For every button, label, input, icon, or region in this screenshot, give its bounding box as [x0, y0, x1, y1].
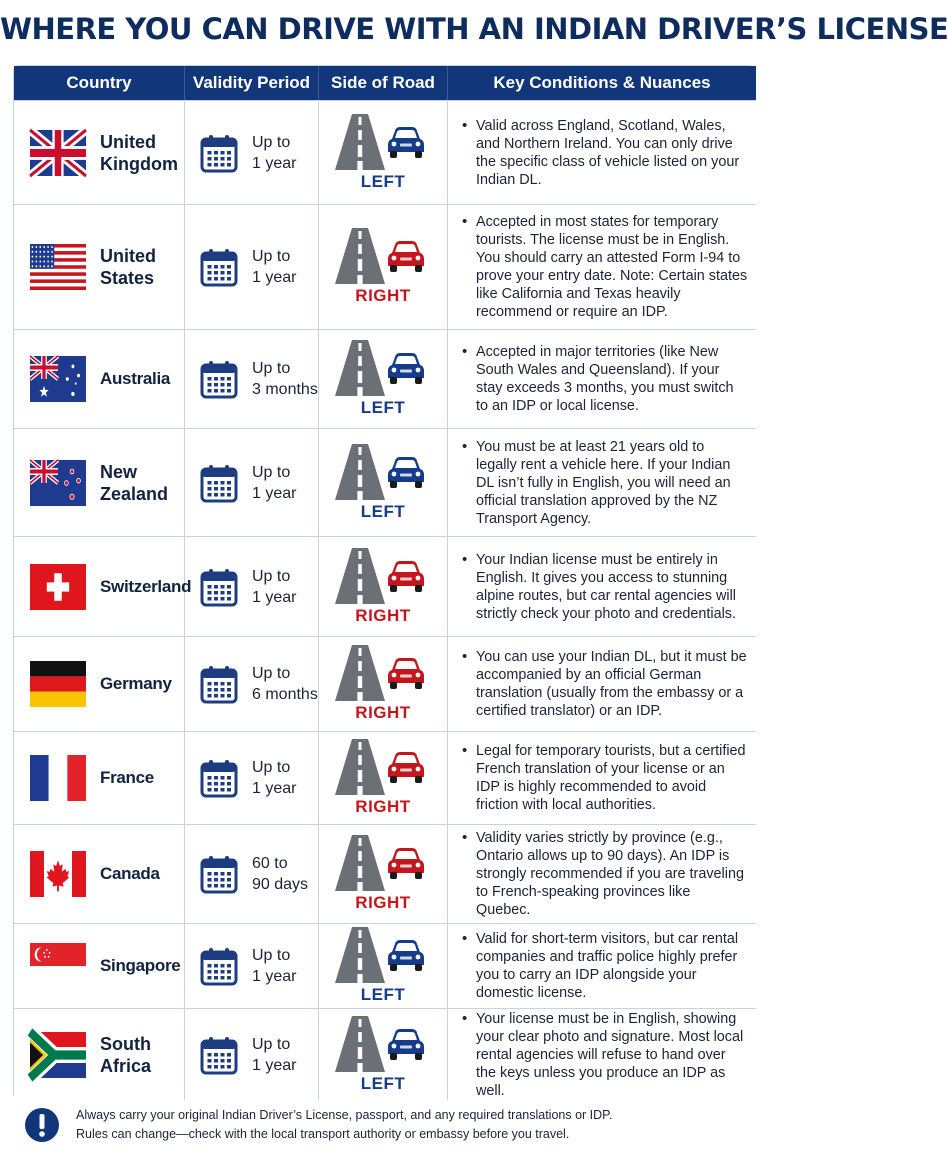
- validity-text: [252, 566, 296, 608]
- side-of-road-cell: [319, 1009, 448, 1100]
- validity-cell: [185, 732, 319, 824]
- road-graphic: [335, 548, 425, 604]
- condition-item: [462, 829, 748, 919]
- country-name: [100, 576, 191, 598]
- country-cell: [14, 537, 192, 636]
- validity-line: Up to: [252, 759, 291, 776]
- calendar-icon: [200, 758, 238, 798]
- condition-item: [462, 438, 748, 528]
- road-icon: [335, 114, 385, 170]
- road-graphic: [335, 927, 425, 983]
- condition-text: Your Indian license must be entirely in English. It gives you access to stunning alpine routes, but car rental agencies will strictly check your photo and credentials.: [476, 551, 736, 622]
- new-zealand-flag: [30, 460, 86, 506]
- validity-text: [252, 663, 318, 705]
- validity-text: [252, 853, 308, 895]
- table-row: [14, 329, 756, 428]
- footer-line-2: Rules can change—check with the local transport authority or embassy before you travel.: [76, 1127, 570, 1141]
- condition-text: Accepted in most states for temporary tourists. The license must be in English. You should carry an attested Form I-94 to prove your entry date. Note: Certain states like California and Texas heavily recommend or require an IDP.: [476, 214, 748, 320]
- country-name-line: United: [100, 131, 156, 152]
- country-name: [100, 245, 156, 289]
- condition-text: Valid for short-term visitors, but car rental companies and traffic police highly prefer you to carry an IDP alongside your domestic license.: [476, 931, 739, 1001]
- header-country: Country: [14, 66, 185, 100]
- condition-text: You can use your Indian DL, but it must be accompanied by an official German translation (usually from the embassy or a certified translator) or an IDP.: [476, 649, 747, 719]
- validity-text: [252, 757, 296, 799]
- country-name-line: Germany: [100, 674, 172, 693]
- country-name-line: Africa: [100, 1055, 152, 1076]
- side-of-road-cell: [319, 732, 448, 824]
- road-icon: [335, 645, 385, 701]
- conditions-cell: [448, 205, 756, 329]
- bullet-icon: •: [462, 550, 468, 568]
- road-icon: [335, 927, 385, 983]
- car-icon: [387, 351, 425, 385]
- country-name-line: United: [100, 246, 156, 266]
- validity-text: [252, 945, 296, 987]
- car-icon: [387, 846, 425, 880]
- calendar-icon: [200, 463, 238, 503]
- side-label: LEFT: [360, 398, 406, 417]
- conditions-cell: [448, 1009, 756, 1100]
- condition-item: [462, 343, 748, 415]
- condition-text: Valid across England, Scotland, Wales, and Northern Ireland. You can only drive the specific class of vehicle listed on your Indian DL.: [476, 117, 740, 188]
- table-row: [14, 204, 756, 329]
- calendar-icon: [200, 247, 238, 287]
- country-cell: [14, 825, 185, 923]
- condition-item: [462, 648, 748, 720]
- side-of-road-cell: [319, 205, 448, 329]
- validity-cell: [185, 429, 319, 536]
- validity-line: 1 year: [252, 154, 297, 172]
- validity-cell: [185, 330, 319, 428]
- validity-cell: [185, 637, 319, 731]
- validity-line: 1 year: [252, 1056, 297, 1074]
- car-icon: [387, 1027, 425, 1061]
- canada-flag: [30, 851, 86, 897]
- car-icon: [387, 750, 425, 784]
- car-icon: [387, 455, 425, 489]
- condition-text: Accepted in major territories (like New South Wales and Queensland). If your stay exceeds 3 months, you must switch to an IDP or local license.: [476, 344, 734, 414]
- side-of-road-cell: [319, 924, 448, 1008]
- table-row: [14, 824, 756, 923]
- calendar-icon: [200, 567, 238, 607]
- validity-line: Up to: [252, 463, 291, 481]
- condition-item: [462, 1010, 748, 1100]
- country-name-line: States: [100, 268, 155, 288]
- country-name: [100, 673, 172, 695]
- road-icon: [335, 548, 385, 604]
- validity-cell: [185, 205, 319, 329]
- side-of-road-cell: [319, 637, 448, 731]
- country-name: [100, 368, 170, 390]
- singapore-flag: [30, 943, 86, 989]
- table-row: [14, 428, 756, 536]
- table-row: [14, 923, 756, 1008]
- country-cell: [14, 429, 185, 536]
- road-icon: [335, 444, 385, 500]
- car-icon: [387, 656, 425, 690]
- header-side-of-road: Side of Road: [319, 66, 448, 100]
- germany-flag: [30, 661, 86, 707]
- calendar-icon: [200, 664, 238, 704]
- validity-cell: [185, 1009, 319, 1100]
- road-graphic: [335, 739, 425, 795]
- road-icon: [335, 340, 385, 396]
- validity-cell: [185, 537, 319, 636]
- country-name-line: France: [100, 768, 154, 787]
- validity-cell: [185, 825, 319, 923]
- conditions-cell: [448, 825, 756, 923]
- table-row: [14, 536, 756, 636]
- side-label: RIGHT: [355, 797, 411, 816]
- side-label: RIGHT: [355, 703, 411, 722]
- validity-line: 1 year: [252, 968, 297, 985]
- footer-text: [76, 1106, 612, 1144]
- country-name: [100, 863, 160, 885]
- side-label: LEFT: [360, 501, 406, 521]
- country-name-line: Switzerland: [100, 576, 192, 596]
- validity-line: 3 months: [252, 381, 318, 398]
- conditions-cell: [448, 330, 756, 428]
- table-row: [14, 731, 756, 824]
- bullet-icon: •: [462, 829, 468, 846]
- australia-flag: [30, 356, 86, 402]
- country-name: [100, 461, 168, 505]
- road-icon: [335, 1016, 385, 1072]
- condition-text: Your license must be in English, showing your clear photo and signature. Most local rental agencies will refuse to hand over the keys unless you produce an IDP as well.: [476, 1010, 744, 1099]
- condition-item: [462, 117, 748, 189]
- page-title: WHERE YOU CAN DRIVE WITH AN INDIAN DRIVER’S LICENSE: [0, 12, 948, 46]
- side-of-road-cell: [319, 330, 448, 428]
- side-of-road-cell: [319, 825, 448, 923]
- condition-item: [462, 213, 748, 321]
- uk-flag: [30, 130, 86, 176]
- calendar-icon: [200, 359, 238, 399]
- us-flag: [30, 244, 86, 290]
- validity-line: Up to: [252, 133, 291, 151]
- side-label: LEFT: [360, 1073, 406, 1093]
- validity-line: 1 year: [252, 484, 297, 502]
- table-row: [14, 1008, 756, 1100]
- bullet-icon: •: [462, 213, 468, 230]
- switzerland-flag: [30, 564, 86, 610]
- country-cell: [14, 330, 185, 428]
- info-icon: [24, 1107, 60, 1143]
- country-name-line: Zealand: [100, 483, 169, 504]
- country-cell: [14, 205, 185, 329]
- road-icon: [335, 835, 385, 891]
- car-icon: [387, 239, 425, 273]
- road-graphic: [335, 444, 425, 500]
- validity-cell: [185, 101, 319, 204]
- condition-item: [462, 930, 748, 1002]
- bullet-icon: •: [462, 116, 468, 134]
- validity-text: [252, 132, 296, 174]
- side-label: RIGHT: [355, 605, 411, 625]
- conditions-cell: [448, 924, 756, 1008]
- country-cell: [14, 637, 185, 731]
- side-label: RIGHT: [355, 893, 411, 912]
- validity-cell: [185, 924, 319, 1008]
- validity-line: 1 year: [252, 269, 297, 286]
- side-label: LEFT: [360, 985, 406, 1004]
- country-name-line: Kingdom: [100, 153, 178, 174]
- country-name: [100, 767, 154, 789]
- side-label: LEFT: [360, 171, 406, 191]
- conditions-cell: [448, 537, 756, 636]
- condition-item: [462, 551, 748, 623]
- bullet-icon: •: [462, 343, 468, 360]
- validity-line: 6 months: [252, 686, 318, 703]
- car-icon: [387, 938, 425, 972]
- validity-text: [252, 246, 296, 288]
- country-name-line: New: [100, 461, 138, 482]
- country-name: [100, 1033, 151, 1077]
- calendar-icon: [200, 946, 238, 986]
- validity-line: 1 year: [252, 780, 297, 797]
- conditions-cell: [448, 101, 756, 204]
- country-name: [100, 131, 178, 175]
- footer-line-1: Always carry your original Indian Driver’s License, passport, and any required translations or IDP.: [76, 1108, 613, 1122]
- validity-line: Up to: [252, 360, 291, 377]
- road-graphic: [335, 228, 425, 284]
- conditions-cell: [448, 637, 756, 731]
- france-flag: [30, 755, 86, 801]
- car-icon: [387, 125, 425, 159]
- validity-text: [252, 1034, 296, 1076]
- country-name-line: South: [100, 1033, 151, 1054]
- bullet-icon: •: [462, 1009, 468, 1027]
- table-row: [14, 100, 756, 204]
- condition-item: [462, 742, 748, 814]
- validity-line: Up to: [252, 248, 291, 265]
- condition-text: You must be at least 21 years old to legally rent a vehicle here. If your Indian DL isn’t fully in English, you will need an official translation approved by the NZ Transport Agency.: [476, 438, 731, 527]
- road-icon: [335, 228, 385, 284]
- road-graphic: [335, 340, 425, 396]
- conditions-cell: [448, 732, 756, 824]
- validity-line: Up to: [252, 665, 291, 682]
- road-graphic: [335, 114, 425, 170]
- bullet-icon: •: [462, 648, 468, 665]
- side-label: RIGHT: [355, 286, 411, 305]
- bullet-icon: •: [462, 930, 468, 947]
- country-name-line: Canada: [100, 864, 160, 883]
- validity-line: 60 to: [252, 855, 288, 872]
- conditions-cell: [448, 429, 756, 536]
- validity-line: Up to: [252, 567, 291, 585]
- validity-line: 1 year: [252, 588, 297, 606]
- country-cell: [14, 732, 185, 824]
- table-header: [14, 66, 756, 100]
- road-icon: [335, 739, 385, 795]
- header-validity: Validity Period: [185, 66, 319, 100]
- side-of-road-cell: [319, 429, 448, 536]
- bullet-icon: •: [462, 742, 468, 759]
- side-of-road-cell: [319, 101, 448, 204]
- country-cell: [14, 1009, 185, 1100]
- footer-note: [24, 1103, 754, 1147]
- license-table: [13, 65, 755, 1099]
- country-cell: [14, 924, 185, 1008]
- validity-line: Up to: [252, 1035, 291, 1053]
- country-name-line: Australia: [100, 369, 171, 388]
- calendar-icon: [200, 133, 238, 173]
- condition-text: Legal for temporary tourists, but a certified French translation of your license or an IDP is highly recommended to avoid friction with local authorities.: [476, 743, 746, 813]
- road-graphic: [335, 835, 425, 891]
- header-conditions: Key Conditions & Nuances: [493, 73, 711, 92]
- road-graphic: [335, 645, 425, 701]
- calendar-icon: [200, 854, 238, 894]
- side-of-road-cell: [319, 537, 448, 636]
- validity-line: 90 days: [252, 876, 309, 893]
- road-graphic: [335, 1016, 425, 1072]
- calendar-icon: [200, 1035, 238, 1075]
- validity-line: Up to: [252, 947, 291, 964]
- country-name-line: Singapore: [100, 956, 181, 975]
- country-cell: [14, 101, 185, 204]
- bullet-icon: •: [462, 437, 468, 455]
- validity-text: [252, 462, 296, 504]
- validity-text: [252, 358, 318, 400]
- condition-text: Validity varies strictly by province (e.g., Ontario allows up to 90 days). An IDP is strongly recommended if you are traveling to French-speaking provinces like Quebec.: [476, 830, 744, 918]
- south-africa-flag: [30, 1032, 86, 1078]
- table-row: [14, 636, 756, 731]
- car-icon: [387, 559, 425, 593]
- country-name: [100, 955, 180, 977]
